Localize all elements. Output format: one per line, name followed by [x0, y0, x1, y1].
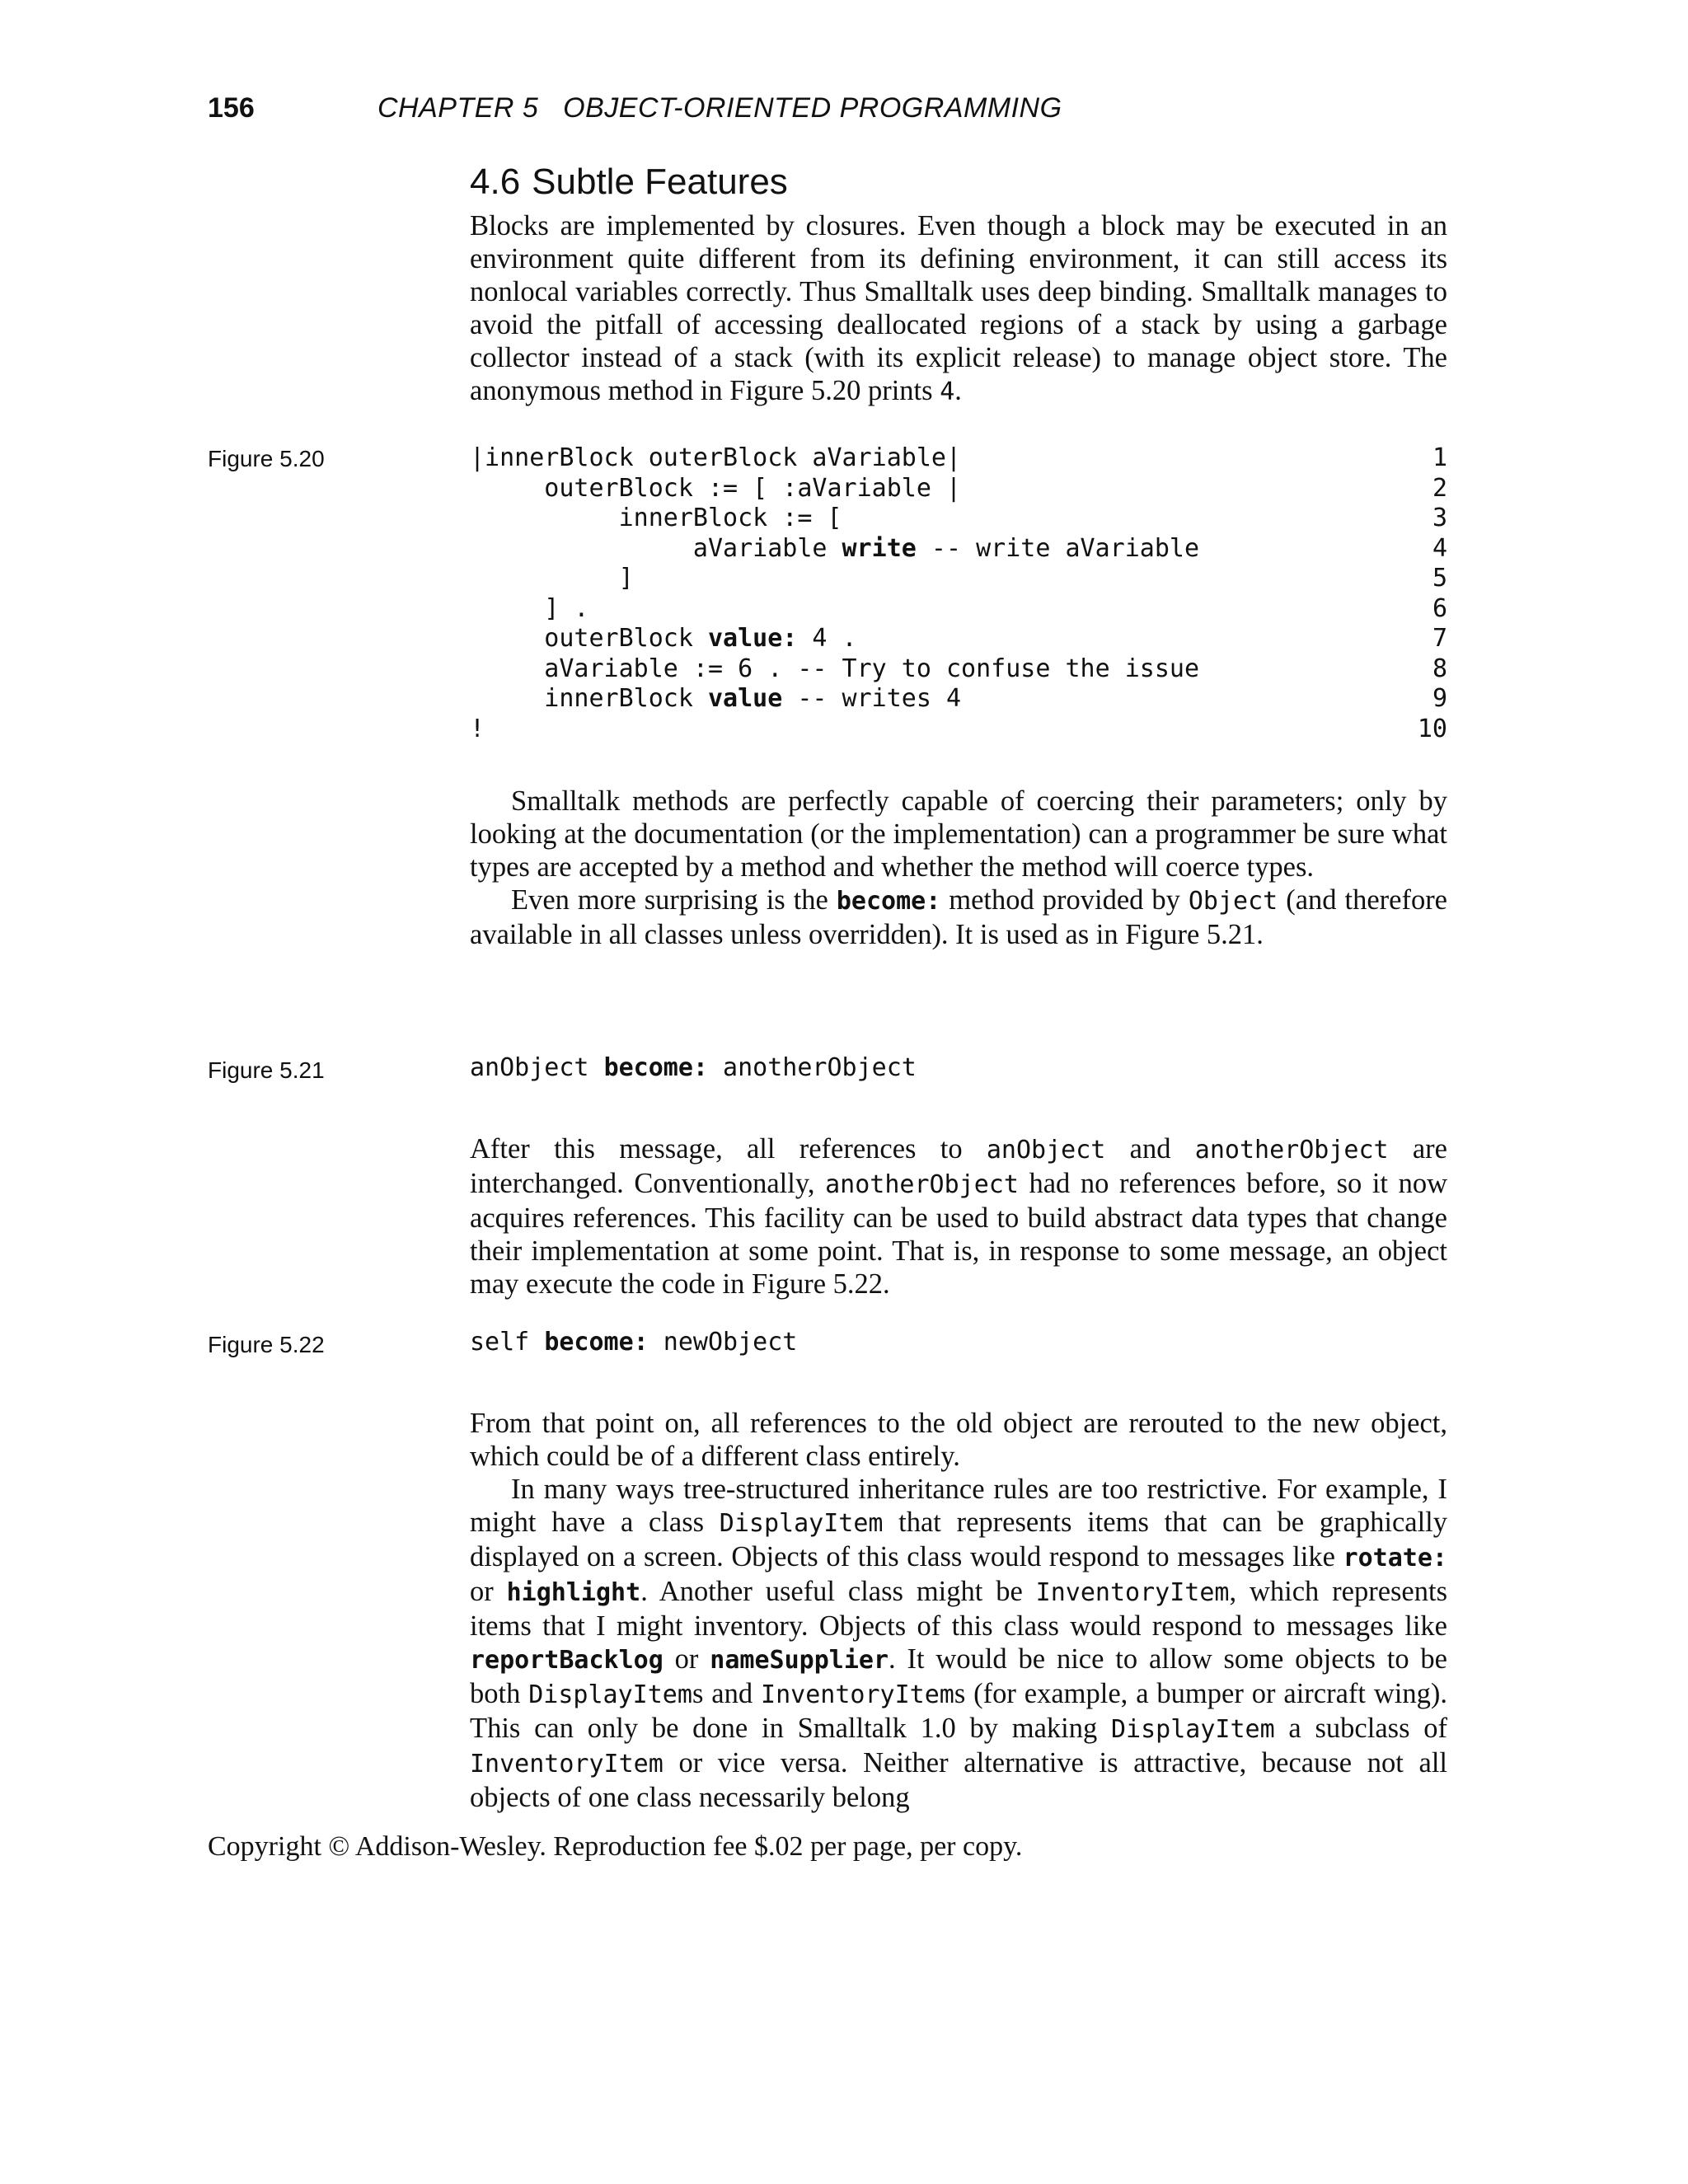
- running-head: CHAPTER 5 OBJECT-ORIENTED PROGRAMMING: [377, 92, 1062, 124]
- code-line: innerBlock := [ 3: [470, 504, 1447, 532]
- section-title: [470, 162, 788, 203]
- paragraph-coercion: Smalltalk methods are perfectly capable of coercing their parameters; only by looking at the documentation (or the implementation) can a programmer be sure what types are accepted by a method and whether the method will coerce types. Even more surprising is the become: method provided by Object (and therefore available in all classes unless overridden). It is used as in Figure 5.21.: [470, 785, 1447, 950]
- code-line: aVariable := 6 . -- Try to confuse the issue 8: [470, 654, 1447, 683]
- line-number: 1: [1432, 443, 1447, 472]
- paragraph-inheritance: In many ways tree-structured inheritance rules are too restrictive. For example, I might have a class DisplayItem that represents items that can be graphically displayed on a screen. Objects of this class would respond to messages like rotate: or highlight. Another useful class might be InventoryItem, which represents items that I might inventory. Objects of this class would respond to messages like reportBacklog or nameSupplier. It would be nice to allow some objects to be both DisplayItems and InventoryItems (for example, a bumper or aircraft wing). This can only be done in Smalltalk 1.0 by making DisplayItem a subclass of InventoryItem or vice versa. Neither alternative is attractive, because not all objects of one class necessarily belong: [470, 1474, 1448, 1813]
- line-number: 9: [1432, 684, 1447, 713]
- line-number: 2: [1432, 473, 1447, 503]
- figure-label-5-21: Figure 5.21: [208, 1057, 325, 1083]
- code-line: outerBlock := [ :aVariable | 2: [470, 473, 1447, 503]
- figure-label-5-20: Figure 5.20: [208, 446, 325, 471]
- code-line: ] 5: [470, 564, 1447, 593]
- line-number: 3: [1432, 504, 1447, 532]
- section-number: 4.6: [470, 162, 521, 202]
- paragraph-after-message: After this message, all references to anObject and anotherObject are interchanged. Conventionally, anotherObject had no references before, so it now acquires references. This facility can be used to build abstract data types that change their implementation at some point. That is, in response to some message, an object may execute the code in Figure 5.22.: [470, 1133, 1447, 1300]
- paragraph-become: Even more surprising is the become: method provided by Object (and therefore available in all classes unless overridden). It is used as in Figure 5.21.: [470, 884, 1447, 950]
- code-line: outerBlock value: 4 . 7: [470, 624, 1447, 653]
- figure-label-5-22: Figure 5.22: [208, 1332, 325, 1357]
- line-number: 10: [1417, 714, 1447, 743]
- paragraph-rerouted: From that point on, all references to the old object are rerouted to the new object, which could be of a different class entirely. In many ways tree-structured inheritance rules are too restrictive. For example, I might have a class DisplayItem that represents items that can be graphically displayed on a screen. Objects of this class would respond to messages like rotate: or highlight. Another useful class might be InventoryItem, which represents items that I might inventory. Objects of this class would respond to messages like reportBacklog or nameSupplier. It would be nice to allow some objects to be both DisplayItems and InventoryItems (for example, a bumper or aircraft wing). This can only be done in Smalltalk 1.0 by making DisplayItem a subclass of InventoryItem or vice versa. Neither alternative is attractive, because not all objects of one class necessarily belong: [470, 1408, 1448, 1813]
- code-line: aVariable write -- write aVariable 4: [470, 533, 1447, 563]
- inline-code: 4: [940, 377, 955, 406]
- line-number: 6: [1432, 593, 1447, 623]
- code-line: ] . 6: [470, 593, 1447, 623]
- line-number: 7: [1432, 624, 1447, 653]
- code-listing-5-20: [470, 443, 1447, 744]
- copyright-footer: Copyright © Addison-Wesley. Reproduction fee $.02 per page, per copy.: [208, 1831, 1023, 1862]
- code-line: |innerBlock outerBlock aVariable| 1: [470, 443, 1447, 472]
- page-header: [208, 92, 1609, 134]
- line-number: 5: [1432, 564, 1447, 593]
- code-listing-5-21: anObject become: anotherObject: [470, 1053, 917, 1082]
- code-line: innerBlock value -- writes 4 9: [470, 684, 1447, 713]
- line-number: 8: [1432, 654, 1447, 683]
- section-title-text: Subtle Features: [532, 162, 788, 202]
- code-listing-5-22: self become: newObject: [470, 1328, 798, 1357]
- paragraph-blocks-closures: Blocks are implemented by closures. Even though a block may be executed in an environment quite different from its defining environment, it can still access its nonlocal variables correctly. Thus Smalltalk uses deep binding. Smalltalk manages to avoid the pitfall of accessing deallocated regions of a stack by using a garbage collector instead of a stack (with its explicit release) to manage object store. The anonymous method in Figure 5.20 prints 4.: [470, 210, 1447, 406]
- page-number: 156: [208, 92, 255, 124]
- code-line: ! 10: [470, 714, 1447, 743]
- line-number: 4: [1432, 533, 1447, 563]
